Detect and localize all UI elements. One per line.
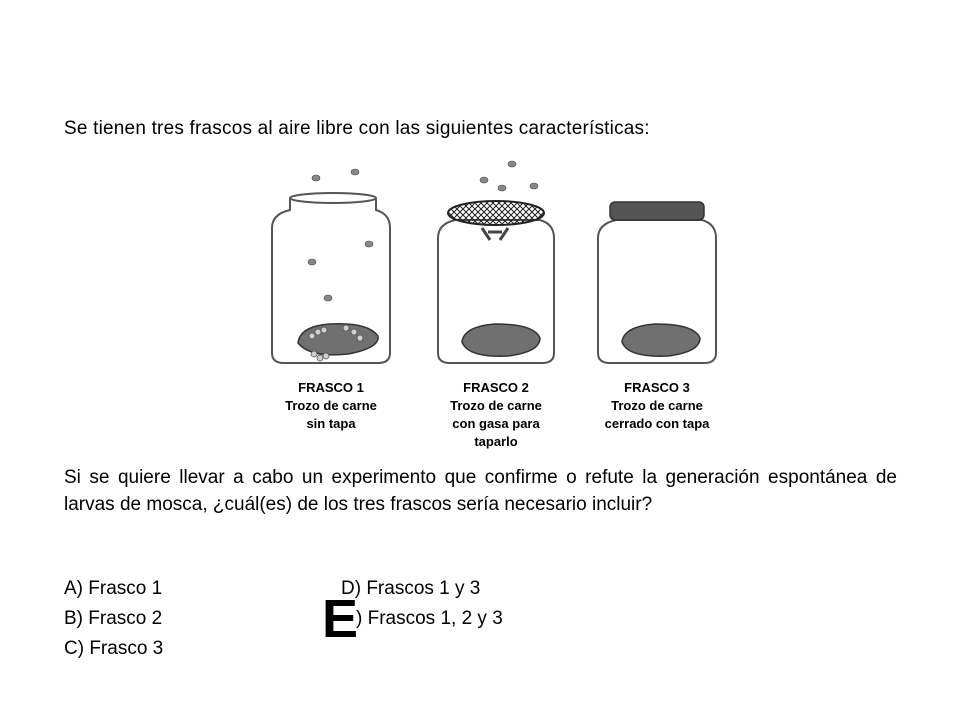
- fly-icon: [351, 169, 359, 175]
- answer-mark: E: [322, 589, 359, 649]
- lid: [610, 202, 704, 220]
- jar-1-mouth: [290, 193, 376, 203]
- flies-2: [480, 161, 538, 191]
- jar-3-line: cerrado con tapa: [604, 416, 710, 431]
- meat-3: [622, 324, 700, 356]
- jar-1: [272, 169, 390, 363]
- gauze-cover: [448, 201, 544, 225]
- fly-icon: [365, 241, 373, 247]
- intro-text: Se tienen tres frascos al aire libre con las siguientes características:: [64, 118, 650, 139]
- jar-2-line: Trozo de carne: [450, 398, 542, 413]
- option-b[interactable]: B) Frasco 2: [64, 608, 163, 629]
- question-text: Si se quiere llevar a cabo un experimento que confirme o refute la generación espontánea de larvas de mosca, ¿cuál(es) de los tres frascos sería necesario incluir?: [64, 467, 897, 515]
- jar-1-line: sin tapa: [306, 416, 356, 431]
- jar-1-line: Trozo de carne: [285, 398, 377, 413]
- jar-labels: [285, 380, 710, 449]
- jar-2-title: FRASCO 2: [463, 380, 529, 395]
- fly-icon: [312, 175, 320, 181]
- fly-icon: [498, 185, 506, 191]
- option-e[interactable]: ) Frascos 1, 2 y 3: [356, 608, 503, 629]
- jars-figure: [250, 158, 740, 458]
- jar-2-line: con gasa para: [452, 416, 540, 431]
- fly-icon: [324, 295, 332, 301]
- jar-3-line: Trozo de carne: [611, 398, 703, 413]
- fly-icon: [508, 161, 516, 167]
- option-a[interactable]: A) Frasco 1: [64, 578, 163, 599]
- jar-3: [598, 202, 716, 363]
- jar-2: [438, 161, 554, 363]
- option-c[interactable]: C) Frasco 3: [64, 638, 164, 659]
- fly-icon: [308, 259, 316, 265]
- jar-3-title: FRASCO 3: [624, 380, 690, 395]
- meat-2: [462, 324, 540, 356]
- jar-2-line: taparlo: [474, 434, 518, 449]
- fly-icon: [530, 183, 538, 189]
- jar-1-title: FRASCO 1: [298, 380, 364, 395]
- option-d[interactable]: D) Frascos 1 y 3: [341, 578, 481, 599]
- fly-icon: [480, 177, 488, 183]
